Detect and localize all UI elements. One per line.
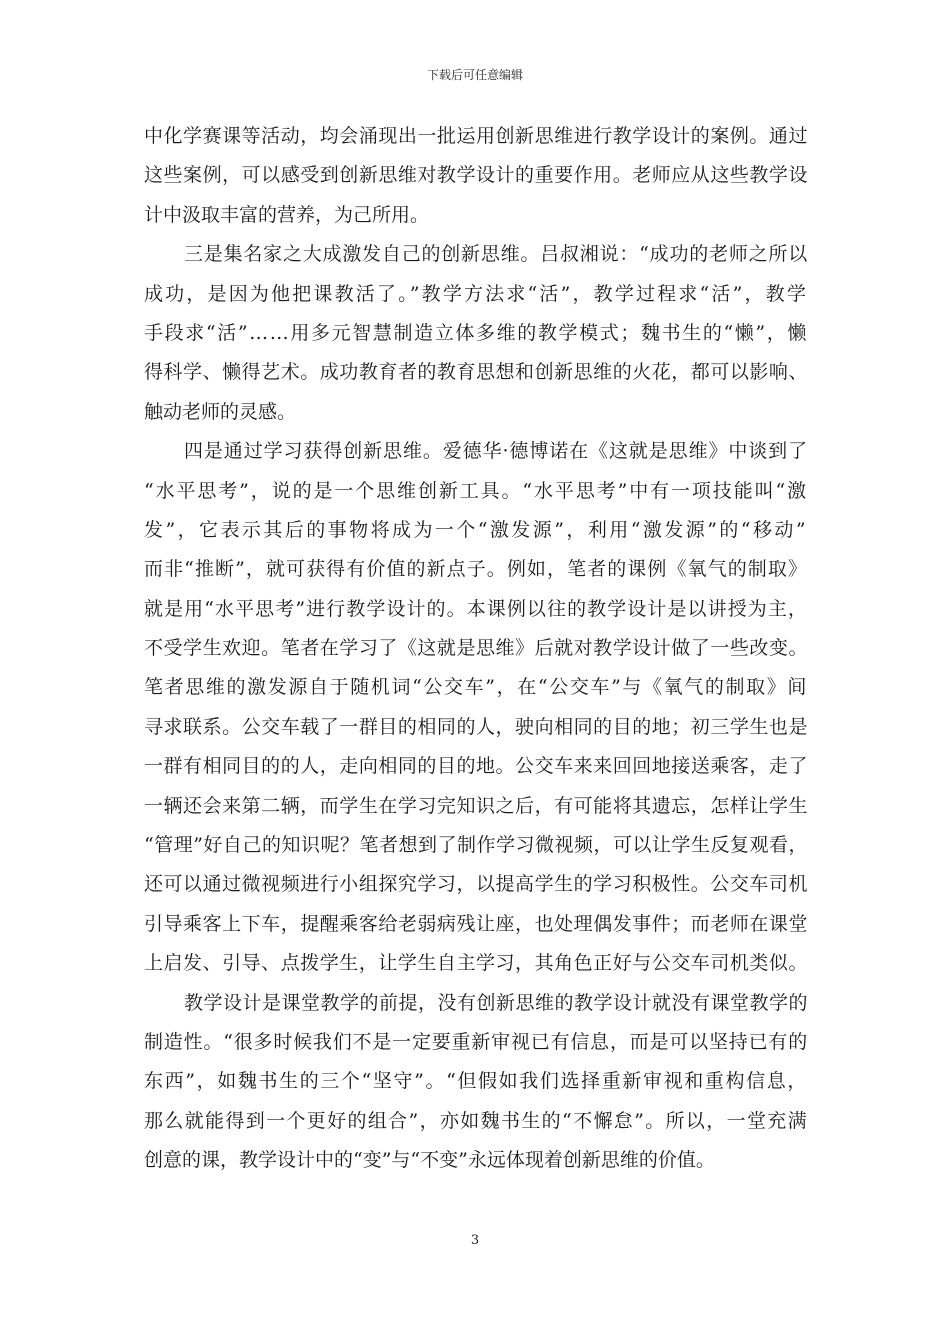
text-line: 寻求联系。公交车载了一群目的相同的人，驶向相同的目的地；初三学生也是 bbox=[144, 715, 808, 738]
text-line: 三是集名家之大成激发自己的创新思维。吕叔湘说：“成功的老师之所以 bbox=[184, 243, 808, 266]
text-line: 成功，是因为他把课教活了。”教学方法求“活”，教学过程求“活”，教学 bbox=[144, 282, 808, 305]
body-text bbox=[144, 117, 808, 1181]
page-header: 下载后可任意编辑 bbox=[426, 68, 523, 82]
text-line: 还可以通过微视频进行小组探究学习，以提高学生的学习积极性。公交车司机 bbox=[144, 873, 808, 896]
text-line: “水平思考”，说的是一个思维创新工具。“水平思考”中有一项技能叫“激 bbox=[144, 479, 808, 502]
page-number: 3 bbox=[470, 1233, 480, 1248]
text-line: 手段求“活”……用多元智慧制造立体多维的教学模式；魏书生的“懒”，懒 bbox=[144, 321, 808, 344]
text-line: 上启发、引导、点拨学生，让学生自主学习，其角色正好与公交车司机类似。 bbox=[144, 952, 808, 975]
text-line: 发”，它表示其后的事物将成为一个“激发源”，利用“激发源”的“移动” bbox=[144, 518, 808, 541]
text-line: 触动老师的灵感。 bbox=[144, 400, 297, 423]
text-line: 计中汲取丰富的营养，为己所用。 bbox=[144, 203, 430, 226]
text-line: 一辆还会来第二辆，而学生在学习完知识之后，有可能将其遗忘，怎样让学生 bbox=[144, 794, 808, 817]
text-line: 得科学、懒得艺术。成功教育者的教育思想和创新思维的火花，都可以影响、 bbox=[144, 361, 808, 384]
text-line: 中化学赛课等活动，均会涌现出一批运用创新思维进行教学设计的案例。通过 bbox=[144, 125, 808, 147]
text-line: 东西”，如魏书生的三个“坚守”。“但假如我们选择重新审视和重构信息， bbox=[144, 1070, 808, 1093]
text-line: 一群有相同目的的人，走向相同的目的地。公交车来来回回地接送乘客，走了 bbox=[144, 755, 808, 778]
text-line: 就是用“水平思考”进行教学设计的。本课例以往的教学设计是以讲授为主， bbox=[144, 597, 808, 620]
text-line: 笔者思维的激发源自于随机词“公交车”，在“公交车”与《氧气的制取》间 bbox=[144, 676, 808, 699]
text-line: 四是通过学习获得创新思维。爱德华·德博诺在《这就是思维》中谈到了 bbox=[184, 440, 808, 463]
text-line: 那么就能得到一个更好的组合”，亦如魏书生的“不懈怠”。所以，一堂充满 bbox=[144, 1109, 808, 1132]
text-line: 而非“推断”，就可获得有价值的新点子。例如，笔者的课例《氧气的制取》 bbox=[144, 558, 808, 581]
text-line: 制造性。“很多时候我们不是一定要重新审视已有信息，而是可以坚持已有的 bbox=[144, 1030, 808, 1053]
text-line: 这些案例，可以感受到创新思维对教学设计的重要作用。老师应从这些教学设 bbox=[144, 164, 808, 187]
text-line: 创意的课，教学设计中的“变”与“不变”永远体现着创新思维的价值。 bbox=[144, 1149, 715, 1172]
text-line: 引导乘客上下车，提醒乘客给老弱病残让座，也处理偶发事件；而老师在课堂 bbox=[144, 912, 808, 935]
text-line: 不受学生欢迎。笔者在学习了《这就是思维》后就对教学设计做了一些改变。 bbox=[144, 637, 808, 660]
text-line: 教学设计是课堂教学的前提，没有创新思维的教学设计就没有课堂教学的 bbox=[184, 991, 808, 1014]
text-line: “管理”好自己的知识呢？笔者想到了制作学习微视频，可以让学生反复观看， bbox=[144, 834, 808, 857]
